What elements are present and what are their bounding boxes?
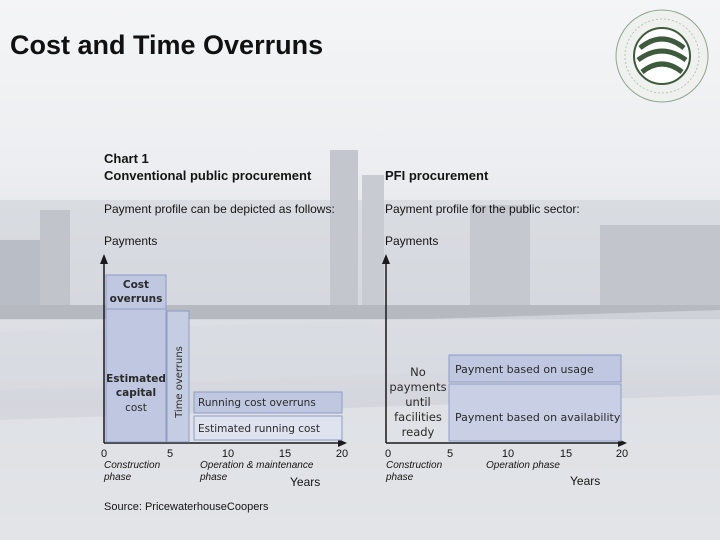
cost-overruns-line2: overruns bbox=[109, 293, 163, 305]
left-y-axis-label: Payments bbox=[104, 234, 158, 248]
left-x-axis-label: Years bbox=[290, 475, 321, 489]
no-payments-line4: facilities bbox=[394, 410, 442, 424]
right-x-tick-10: 10 bbox=[501, 448, 515, 460]
pfi-heading: PFI procurement bbox=[385, 168, 489, 183]
right-y-axis-arrow bbox=[382, 254, 390, 264]
right-phase2-label: Operation phase bbox=[486, 460, 560, 471]
chart1-heading: Chart 1 bbox=[104, 151, 149, 166]
estimated-capital-line1: Estimated bbox=[106, 373, 166, 385]
right-x-tick-0: 0 bbox=[384, 448, 392, 460]
right-phase1-line2: phase bbox=[386, 472, 414, 483]
estimated-capital-line2: capital bbox=[115, 387, 157, 399]
cost-overruns-line1: Cost bbox=[122, 279, 150, 291]
right-x-tick-5: 5 bbox=[446, 448, 454, 460]
right-x-axis-label: Years bbox=[570, 474, 601, 488]
left-phase1-line2: phase bbox=[104, 472, 132, 483]
source-note: Source: PricewaterhouseCoopers bbox=[104, 501, 269, 513]
estimated-capital-line3: cost bbox=[125, 402, 147, 414]
running-cost-overruns-label: Running cost overruns bbox=[198, 397, 316, 409]
right-y-axis-label: Payments bbox=[385, 234, 439, 248]
page-title: Cost and Time Overruns bbox=[10, 30, 324, 60]
left-x-tick-20: 20 bbox=[335, 448, 349, 460]
left-x-tick-5: 5 bbox=[166, 448, 174, 460]
right-phase1-line1: Construction bbox=[386, 460, 443, 471]
no-payments-line1: No bbox=[410, 365, 426, 379]
left-phase2-line1: Operation & maintenance bbox=[200, 460, 314, 471]
right-profile-text: Payment profile for the public sector: bbox=[385, 202, 580, 216]
left-x-tick-15: 15 bbox=[278, 448, 292, 460]
payment-availability-label: Payment based on availability bbox=[455, 411, 621, 424]
left-x-tick-10: 10 bbox=[221, 448, 235, 460]
left-y-axis-arrow bbox=[100, 254, 108, 264]
right-x-tick-15: 15 bbox=[559, 448, 573, 460]
time-overruns-label: Time overruns bbox=[174, 346, 185, 418]
no-payments-line5: ready bbox=[401, 425, 435, 439]
conventional-heading: Conventional public procurement bbox=[104, 168, 312, 183]
left-x-tick-0: 0 bbox=[100, 448, 108, 460]
left-phase2-line2: phase bbox=[200, 472, 228, 483]
no-payments-line2: payments bbox=[389, 380, 447, 394]
payment-usage-label: Payment based on usage bbox=[455, 363, 594, 376]
left-profile-text: Payment profile can be depicted as follows: bbox=[104, 202, 335, 216]
no-payments-line3: until bbox=[405, 395, 431, 409]
estimated-running-cost-label: Estimated running cost bbox=[198, 423, 321, 435]
left-phase1-line1: Construction bbox=[104, 460, 161, 471]
right-x-tick-20: 20 bbox=[615, 448, 629, 460]
